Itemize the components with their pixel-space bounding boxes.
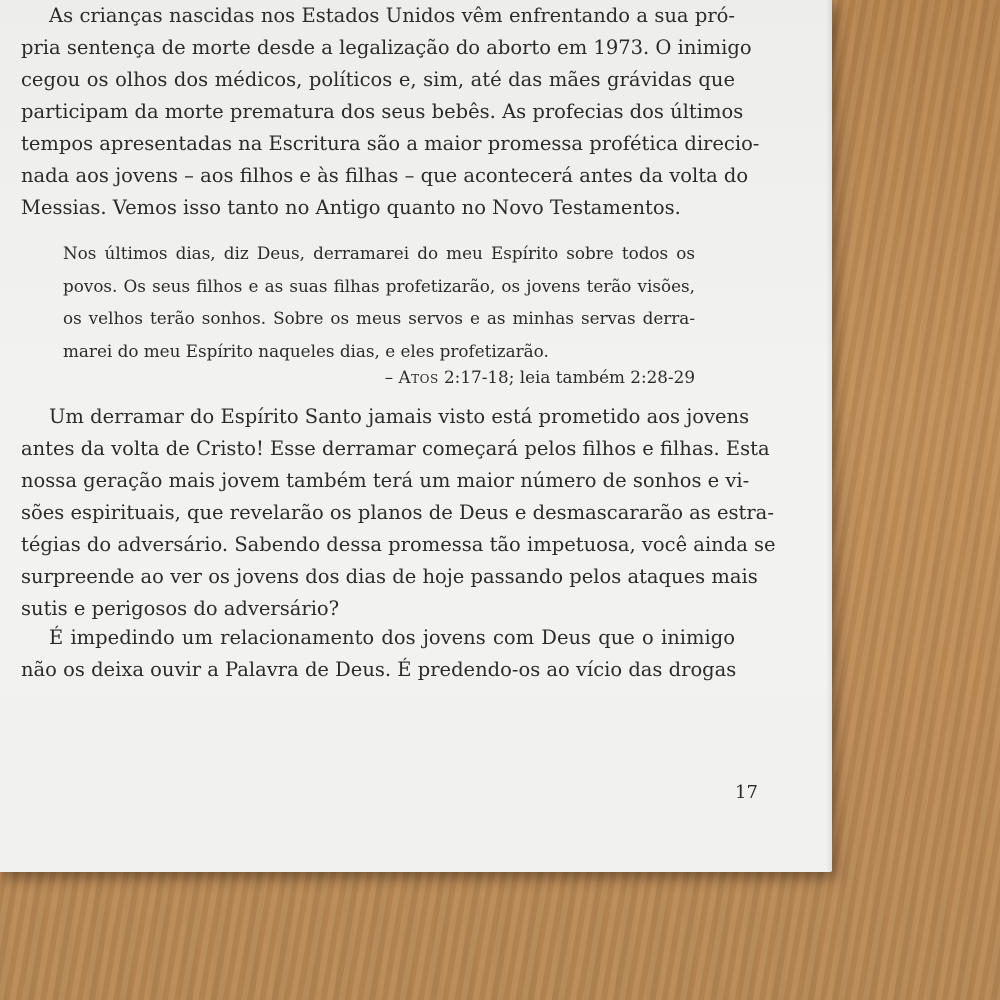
scripture-reference <box>385 363 695 391</box>
page-number: 17 <box>735 782 758 803</box>
text-line: pria sentença de morte desde a legalização do aborto em 1973. O inimigo <box>21 36 752 59</box>
quote-line: povos. Os seus filhos e as suas filhas profetizarão, os jovens terão visões, <box>63 275 695 296</box>
text-line: antes da volta de Cristo! Esse derramar começará pelos filhos e filhas. Esta <box>21 437 770 460</box>
text-line: cegou os olhos dos médicos, políticos e, sim, até das mães grávidas que <box>21 68 735 91</box>
text-line: Um derramar do Espírito Santo jamais visto está prometido aos jovens <box>49 405 750 428</box>
reference-dash: – <box>384 367 399 387</box>
quote-line: marei do meu Espírito naqueles dias, e eles profetizarão. <box>63 340 549 361</box>
text-line: tégias do adversário. Sabendo dessa promessa tão impetuosa, você ainda se <box>21 533 776 556</box>
paragraph-2 <box>21 401 776 625</box>
paragraph-3 <box>21 622 735 686</box>
text-line: As crianças nascidas nos Estados Unidos vêm enfrentando a sua pró- <box>49 4 735 27</box>
quote-line: Nos últimos dias, diz Deus, derramarei do meu Espírito sobre todos os <box>63 243 695 263</box>
quote-line: os velhos terão sonhos. Sobre os meus servos e as minhas servas derra- <box>63 308 695 328</box>
text-line: Messias. Vemos isso tanto no Antigo quanto no Novo Testamentos. <box>21 196 681 219</box>
paragraph-1 <box>21 0 760 224</box>
text-line: nossa geração mais jovem também terá um maior número de sonhos e vi- <box>21 469 750 492</box>
scripture-quote <box>63 237 695 367</box>
text-line: tempos apresentadas na Escritura são a maior promessa profética direcio- <box>21 132 760 155</box>
text-line: É impedindo um relacionamento dos jovens com Deus que o inimigo <box>49 626 735 649</box>
text-line: sutis e perigosos do adversário? <box>21 597 340 620</box>
reference-verses: 2:17-18; leia também 2:28-29 <box>438 367 695 387</box>
text-line: nada aos jovens – aos filhos e às filhas – que acontecerá antes da volta do <box>21 164 749 187</box>
text-line: não os deixa ouvir a Palavra de Deus. É predendo-os ao vício das drogas <box>21 658 737 681</box>
reference-book: Atos <box>398 367 439 387</box>
text-line: participam da morte prematura dos seus bebês. As profecias dos últimos <box>21 100 744 123</box>
text-line: surpreende ao ver os jovens dos dias de hoje passando pelos ataques mais <box>21 565 758 588</box>
text-line: sões espirituais, que revelarão os planos de Deus e desmascararão as estra- <box>21 501 774 524</box>
